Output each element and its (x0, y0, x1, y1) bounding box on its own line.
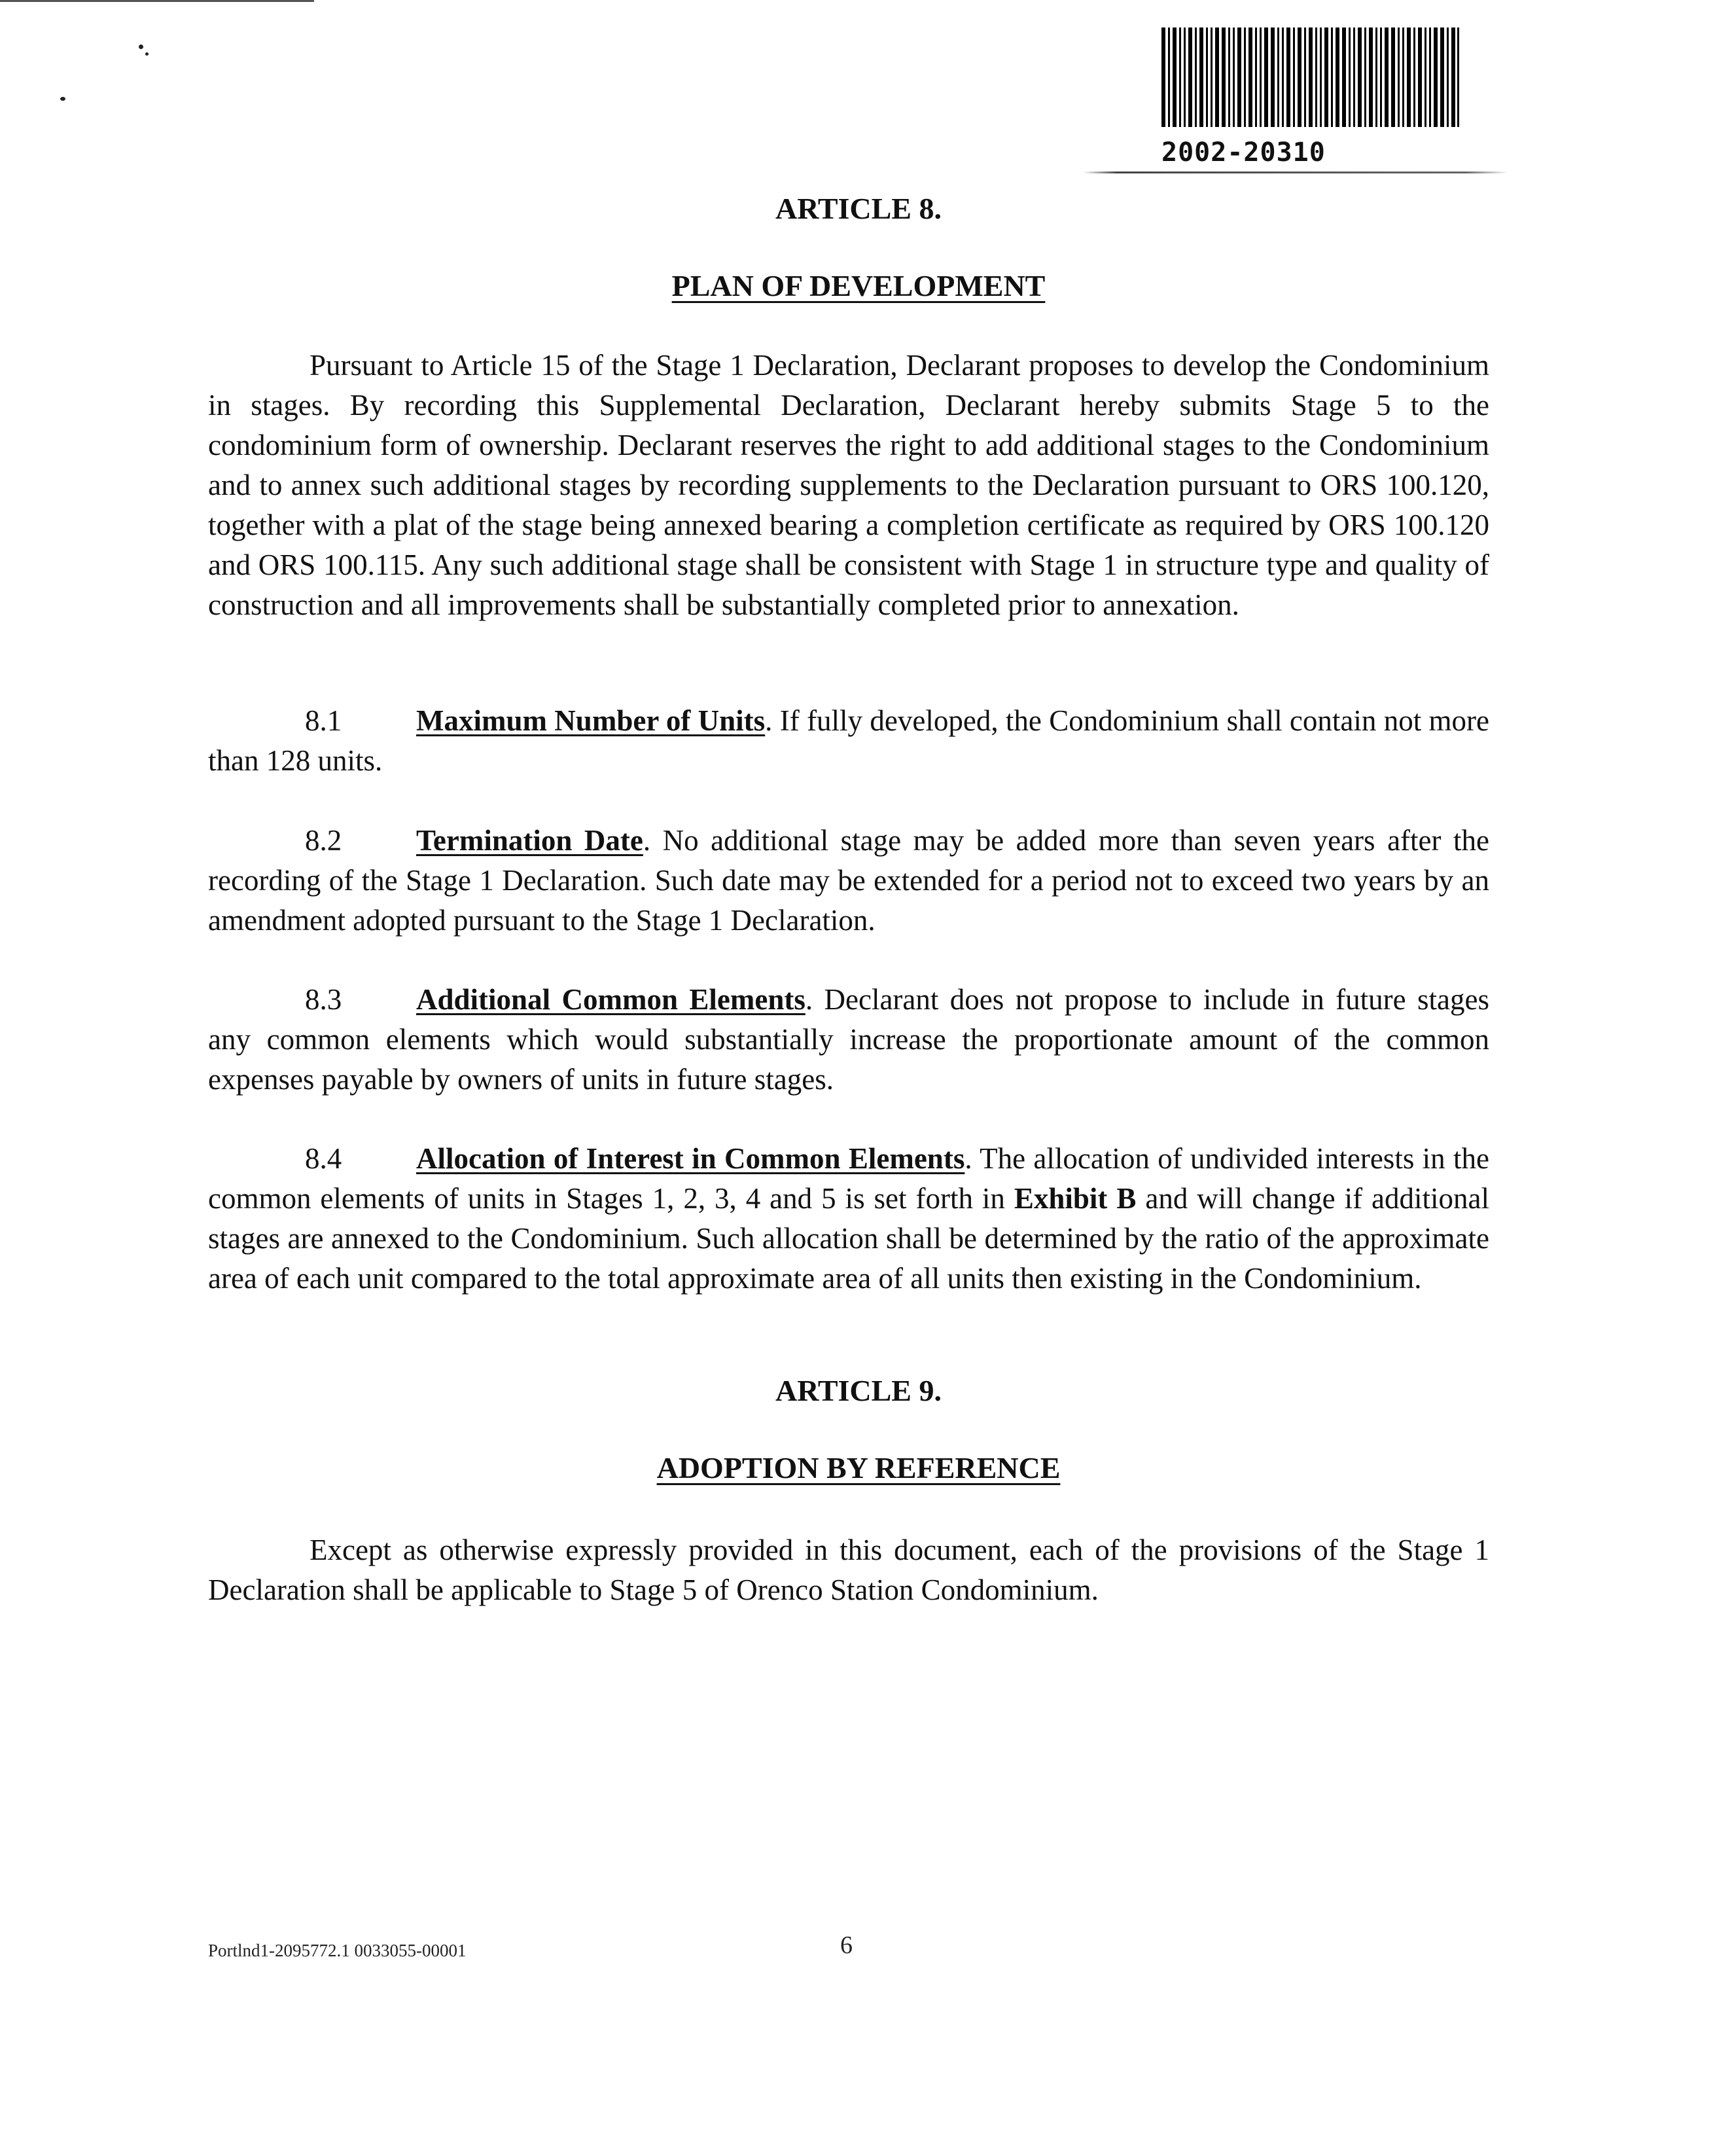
exhibit-reference: Exhibit B (1014, 1182, 1137, 1215)
section-body: . If fully developed, the Condominium shall contain not more than 128 units. (208, 704, 1489, 777)
section-body: . The allocation of undivided interests in the common elements of units in Stages 1, 2, 3, 4 and 5 is set forth in (208, 1142, 1490, 1215)
section-body: . No additional stage may be added more than seven years after the recording of the Stage 1 Declaration. Such date may be extended for a period not to exceed two years by an amendment adopted pursuant to the Stage 1 Declaration. (208, 824, 1489, 937)
section-body-continued: and will change if additional stages are annexed to the Condominium. Such allocation shall be determined by the ratio of the approximate area of each unit compared to the total approximate area of all units then existing in the Condominium. (208, 1182, 1489, 1295)
scan-speck (145, 52, 149, 56)
section-8-1 (208, 701, 1489, 781)
section-number: 8.3 (305, 983, 342, 1016)
barcode (1161, 27, 1459, 127)
barcode-block (1155, 27, 1459, 168)
article-9-body-text: Except as otherwise expressly provided in this document, each of the provisions of the Stage 1 Declaration shall be applicable to Stage 5 of Orenco Station Condominium. (208, 1534, 1489, 1606)
page-number: 6 (840, 1931, 853, 1959)
section-title: Maximum Number of Units (416, 704, 766, 737)
section-number: 8.2 (305, 824, 342, 857)
section-8-4 (208, 1139, 1489, 1299)
article-8-number: ARTICLE 8. (775, 192, 942, 225)
scan-top-edge (0, 0, 314, 2)
scan-speck (60, 97, 65, 101)
barcode-number: 2002-20310 (1161, 137, 1326, 168)
scan-speck (139, 45, 143, 49)
article-9-body (208, 1530, 1489, 1610)
section-number: 8.1 (305, 704, 342, 737)
article-9-title: ADOPTION BY REFERENCE (656, 1451, 1061, 1484)
article-8-intro-text: Pursuant to Article 15 of the Stage 1 Declaration, Declarant proposes to develop the Condominium in stages. By recording this Supplemental Declaration, Declarant hereby submits Stage 5 to the condominium form of ownership. Declarant reserves the right to add additional stages to the Condominium and to annex such additional stages by recording supplements to the Declaration pursuant to ORS 100.120, together with a plat of the stage being annexed bearing a completion certificate as required by ORS 100.120 and ORS 100.115. Any such additional stage shall be consistent with Stage 1 in structure type and quality of construction and all improvements shall be substantially completed prior to annexation. (208, 349, 1489, 621)
section-title: Additional Common Elements (416, 983, 805, 1016)
section-title: Termination Date (416, 824, 643, 857)
section-body: . Declarant does not propose to include in future stages any common elements which would substantially increase the proportionate amount of the common expenses payable by owners of units in future stages. (208, 983, 1489, 1096)
article-8-intro (208, 346, 1489, 625)
article-9-number: ARTICLE 9. (775, 1374, 942, 1407)
section-8-2 (208, 821, 1489, 941)
article-8-title: PLAN OF DEVELOPMENT (671, 269, 1046, 302)
document-reference: Portlnd1-2095772.1 0033055-00001 (208, 1941, 467, 1960)
section-number: 8.4 (305, 1142, 342, 1175)
section-8-3 (208, 980, 1489, 1100)
section-title: Allocation of Interest in Common Elements (416, 1142, 965, 1175)
barcode-underline (1083, 171, 1508, 173)
